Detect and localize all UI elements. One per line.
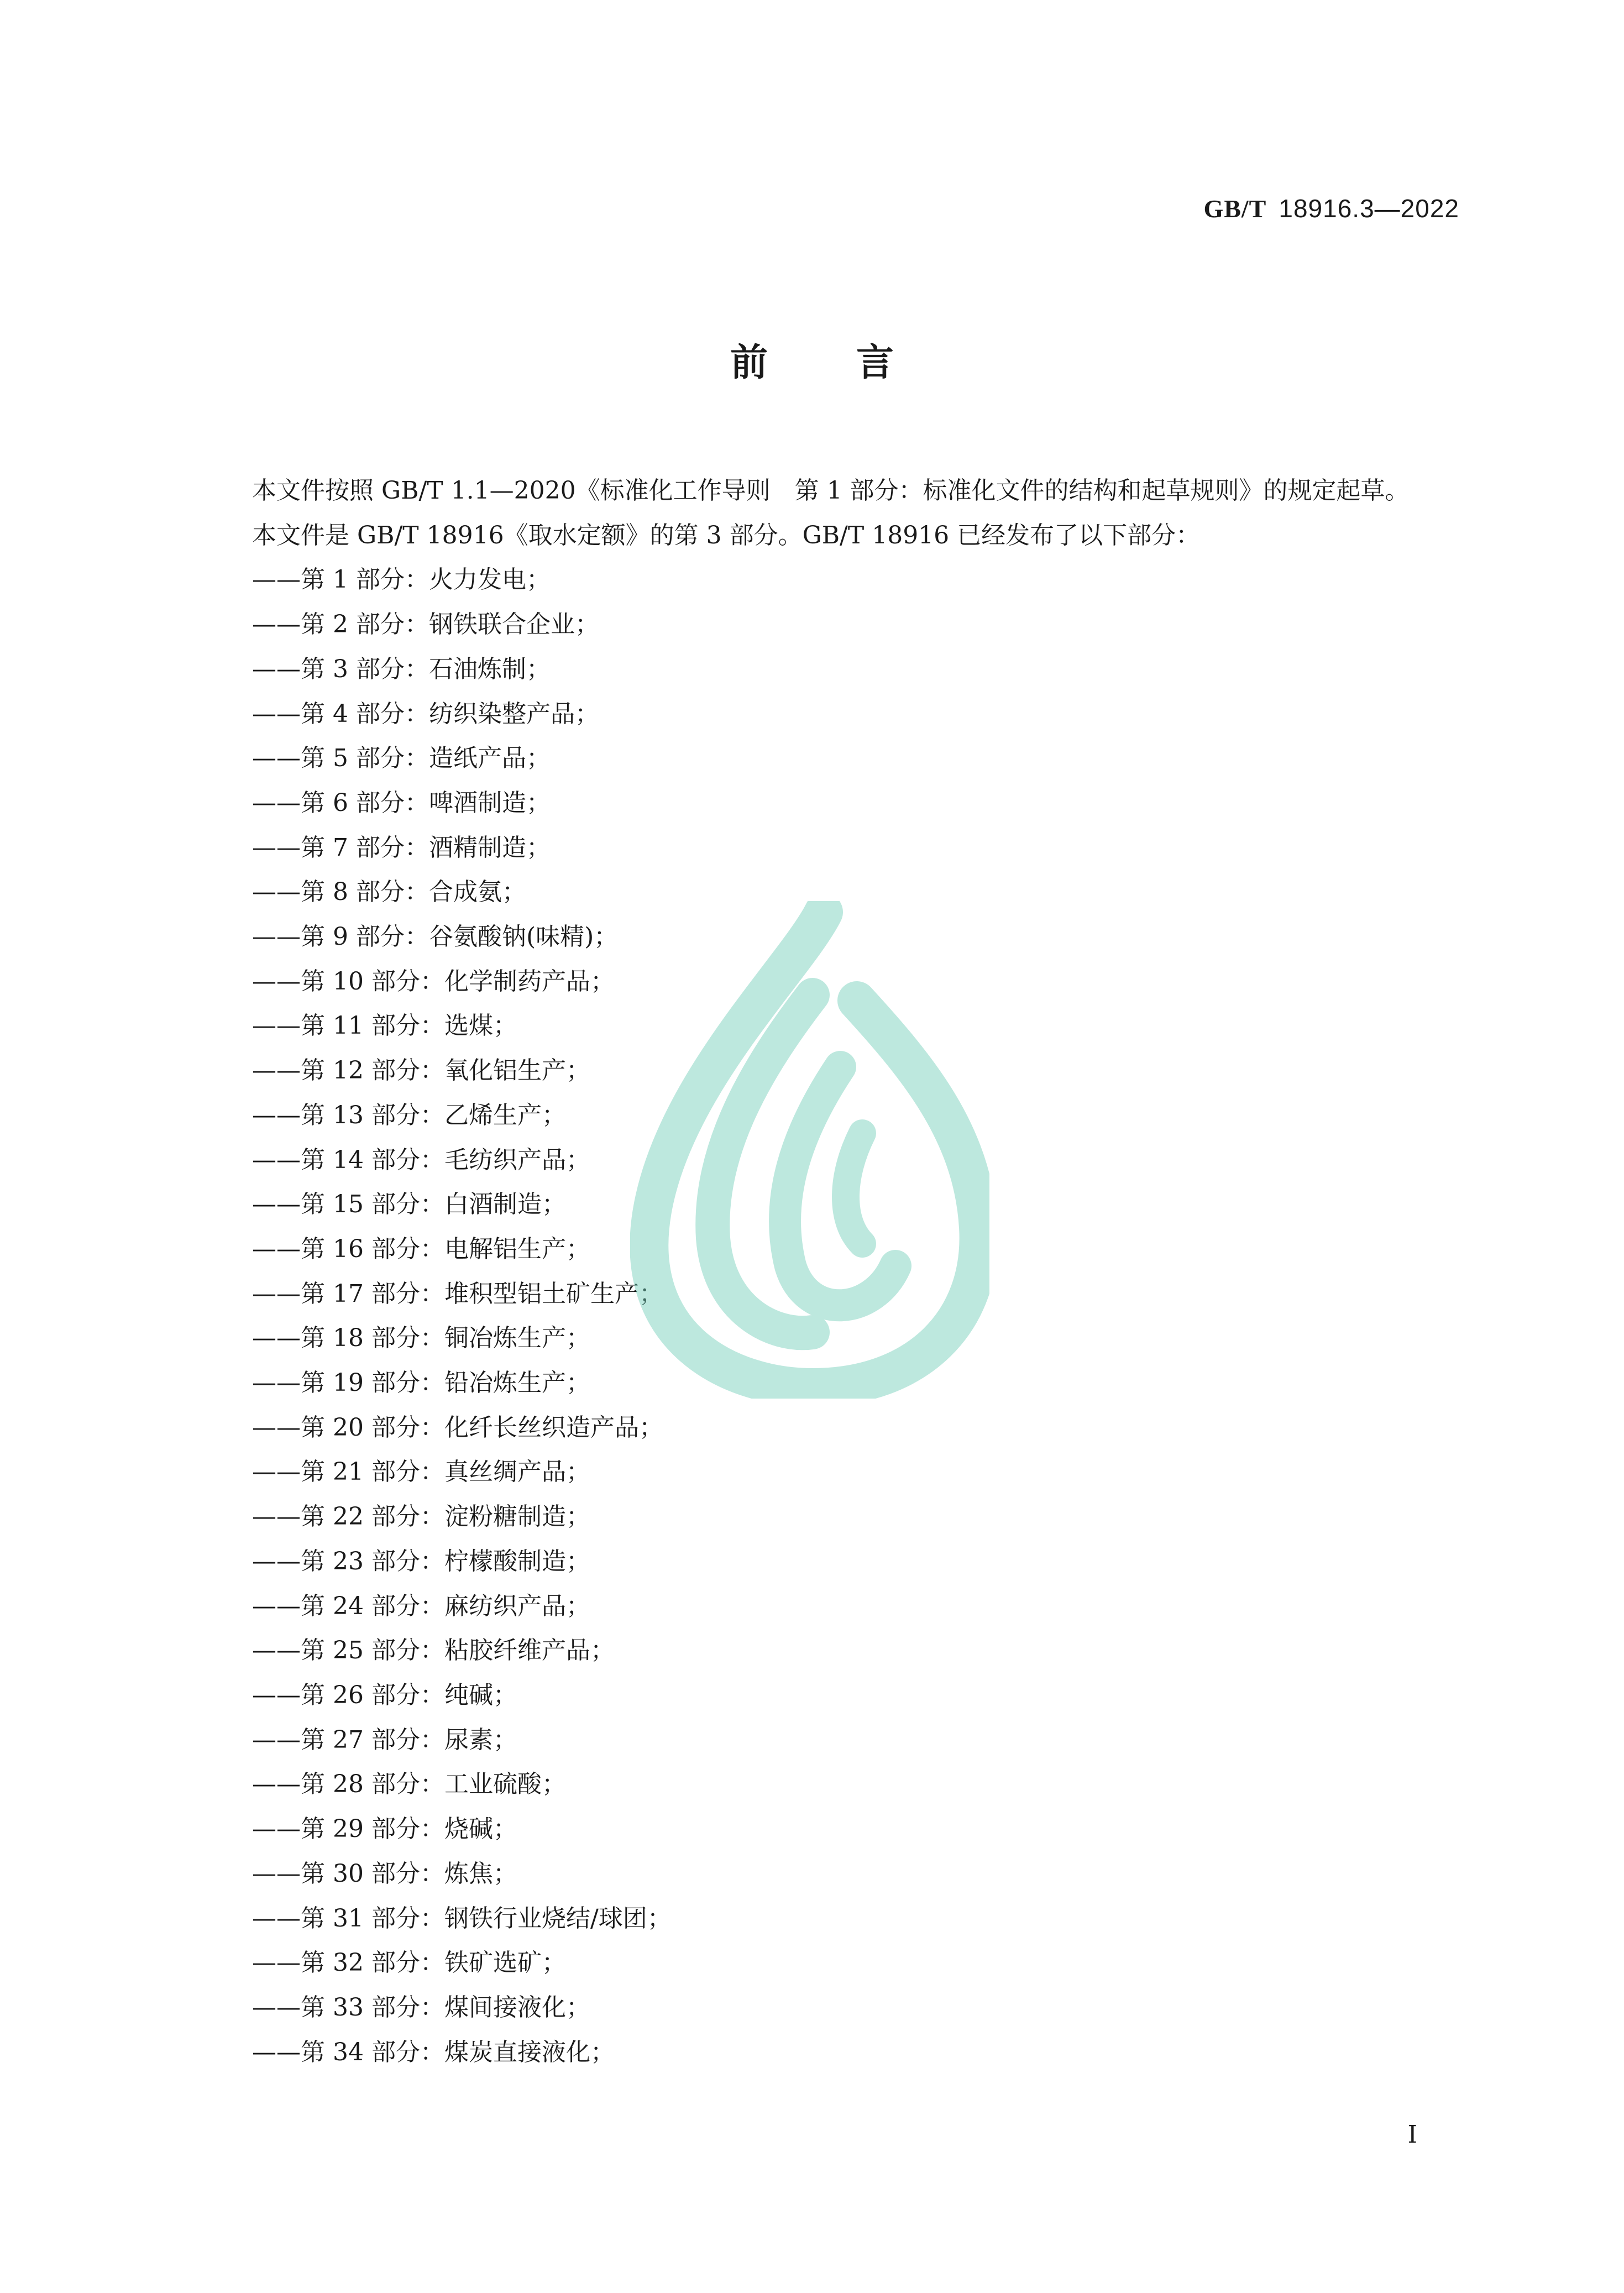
part-list-item: ——第 32 部分：铁矿选矿； (252, 1949, 566, 1977)
page-title: 前言 (730, 341, 982, 385)
standard-prefix: GB/T (1203, 195, 1267, 223)
part-list-item: ——第 13 部分：乙烯生产； (252, 1101, 566, 1129)
part-list-item: ——第 11 部分：选煤； (252, 1012, 517, 1040)
part-list-item: ——第 2 部分：钢铁联合企业； (252, 610, 599, 639)
part-list-item: ——第 21 部分：真丝绸产品； (252, 1458, 590, 1486)
part-list-item: ——第 6 部分：啤酒制造； (252, 788, 551, 817)
part-list-item: ——第 25 部分：粘胶纤维产品； (252, 1636, 615, 1665)
part-list-item: ——第 4 部分：纺织染整产品； (252, 699, 599, 728)
parts-list (193, 558, 1459, 2075)
part-list-item: ——第 12 部分：氧化铝生产； (252, 1056, 590, 1085)
part-list-item: ——第 5 部分：造纸产品； (252, 744, 551, 773)
part-list-item: ——第 16 部分：电解铝生产； (252, 1234, 590, 1263)
part-list-item: ——第 28 部分：工业硫酸； (252, 1770, 566, 1799)
part-list-item: ——第 8 部分：合成氨； (252, 878, 526, 907)
part-list-item: ——第 15 部分：白酒制造； (252, 1190, 566, 1219)
document-body (193, 469, 1459, 2075)
part-list-item: ——第 30 部分：炼焦； (252, 1859, 517, 1888)
intro-paragraph: 本文件按照 GB/T 1.1—2020《标准化工作导则 第 1 部分：标准化文件的结构和起草规则》的规定起草。 (252, 477, 1410, 505)
part-list-item: ——第 29 部分：烧碱； (252, 1815, 517, 1844)
part-list-item: ——第 9 部分：谷氨酸钠(味精)； (252, 923, 619, 951)
part-list-item: ——第 26 部分：纯碱； (252, 1681, 517, 1709)
part-list-item: ——第 7 部分：酒精制造； (252, 833, 551, 862)
part-list-item: ——第 3 部分：石油炼制； (252, 655, 551, 683)
part-list-item: ——第 10 部分：化学制药产品； (252, 967, 615, 996)
standard-code: 18916.3—2022 (1279, 194, 1459, 223)
part-list-item: ——第 14 部分：毛纺织产品； (252, 1145, 590, 1174)
part-list-item: ——第 19 部分：铅冶炼生产； (252, 1369, 590, 1397)
part-list-item: ——第 23 部分：柠檬酸制造； (252, 1547, 590, 1575)
page-number: I (1407, 2121, 1417, 2149)
part-list-item: ——第 33 部分：煤间接液化； (252, 1993, 590, 2022)
part-list-item: ——第 17 部分：堆积型铝土矿生产； (252, 1279, 663, 1308)
part-list-item: ——第 34 部分：煤炭直接液化； (252, 2038, 615, 2066)
part-list-item: ——第 20 部分：化纤长丝织造产品； (252, 1413, 663, 1442)
parts-intro-paragraph: 本文件是 GB/T 18916《取水定额》的第 3 部分。GB/T 18916 已经发布了以下部分： (252, 521, 1201, 549)
part-list-item: ——第 1 部分：火力发电； (252, 566, 551, 594)
part-list-item: ——第 31 部分：钢铁行业烧结/球团； (252, 1904, 672, 1933)
part-list-item: ——第 24 部分：麻纺织产品； (252, 1592, 590, 1620)
part-list-item: ——第 22 部分：淀粉糖制造； (252, 1503, 590, 1531)
part-list-item: ——第 18 部分：铜冶炼生产； (252, 1324, 590, 1353)
standard-number (1203, 193, 1459, 223)
part-list-item: ——第 27 部分：尿素； (252, 1725, 517, 1754)
